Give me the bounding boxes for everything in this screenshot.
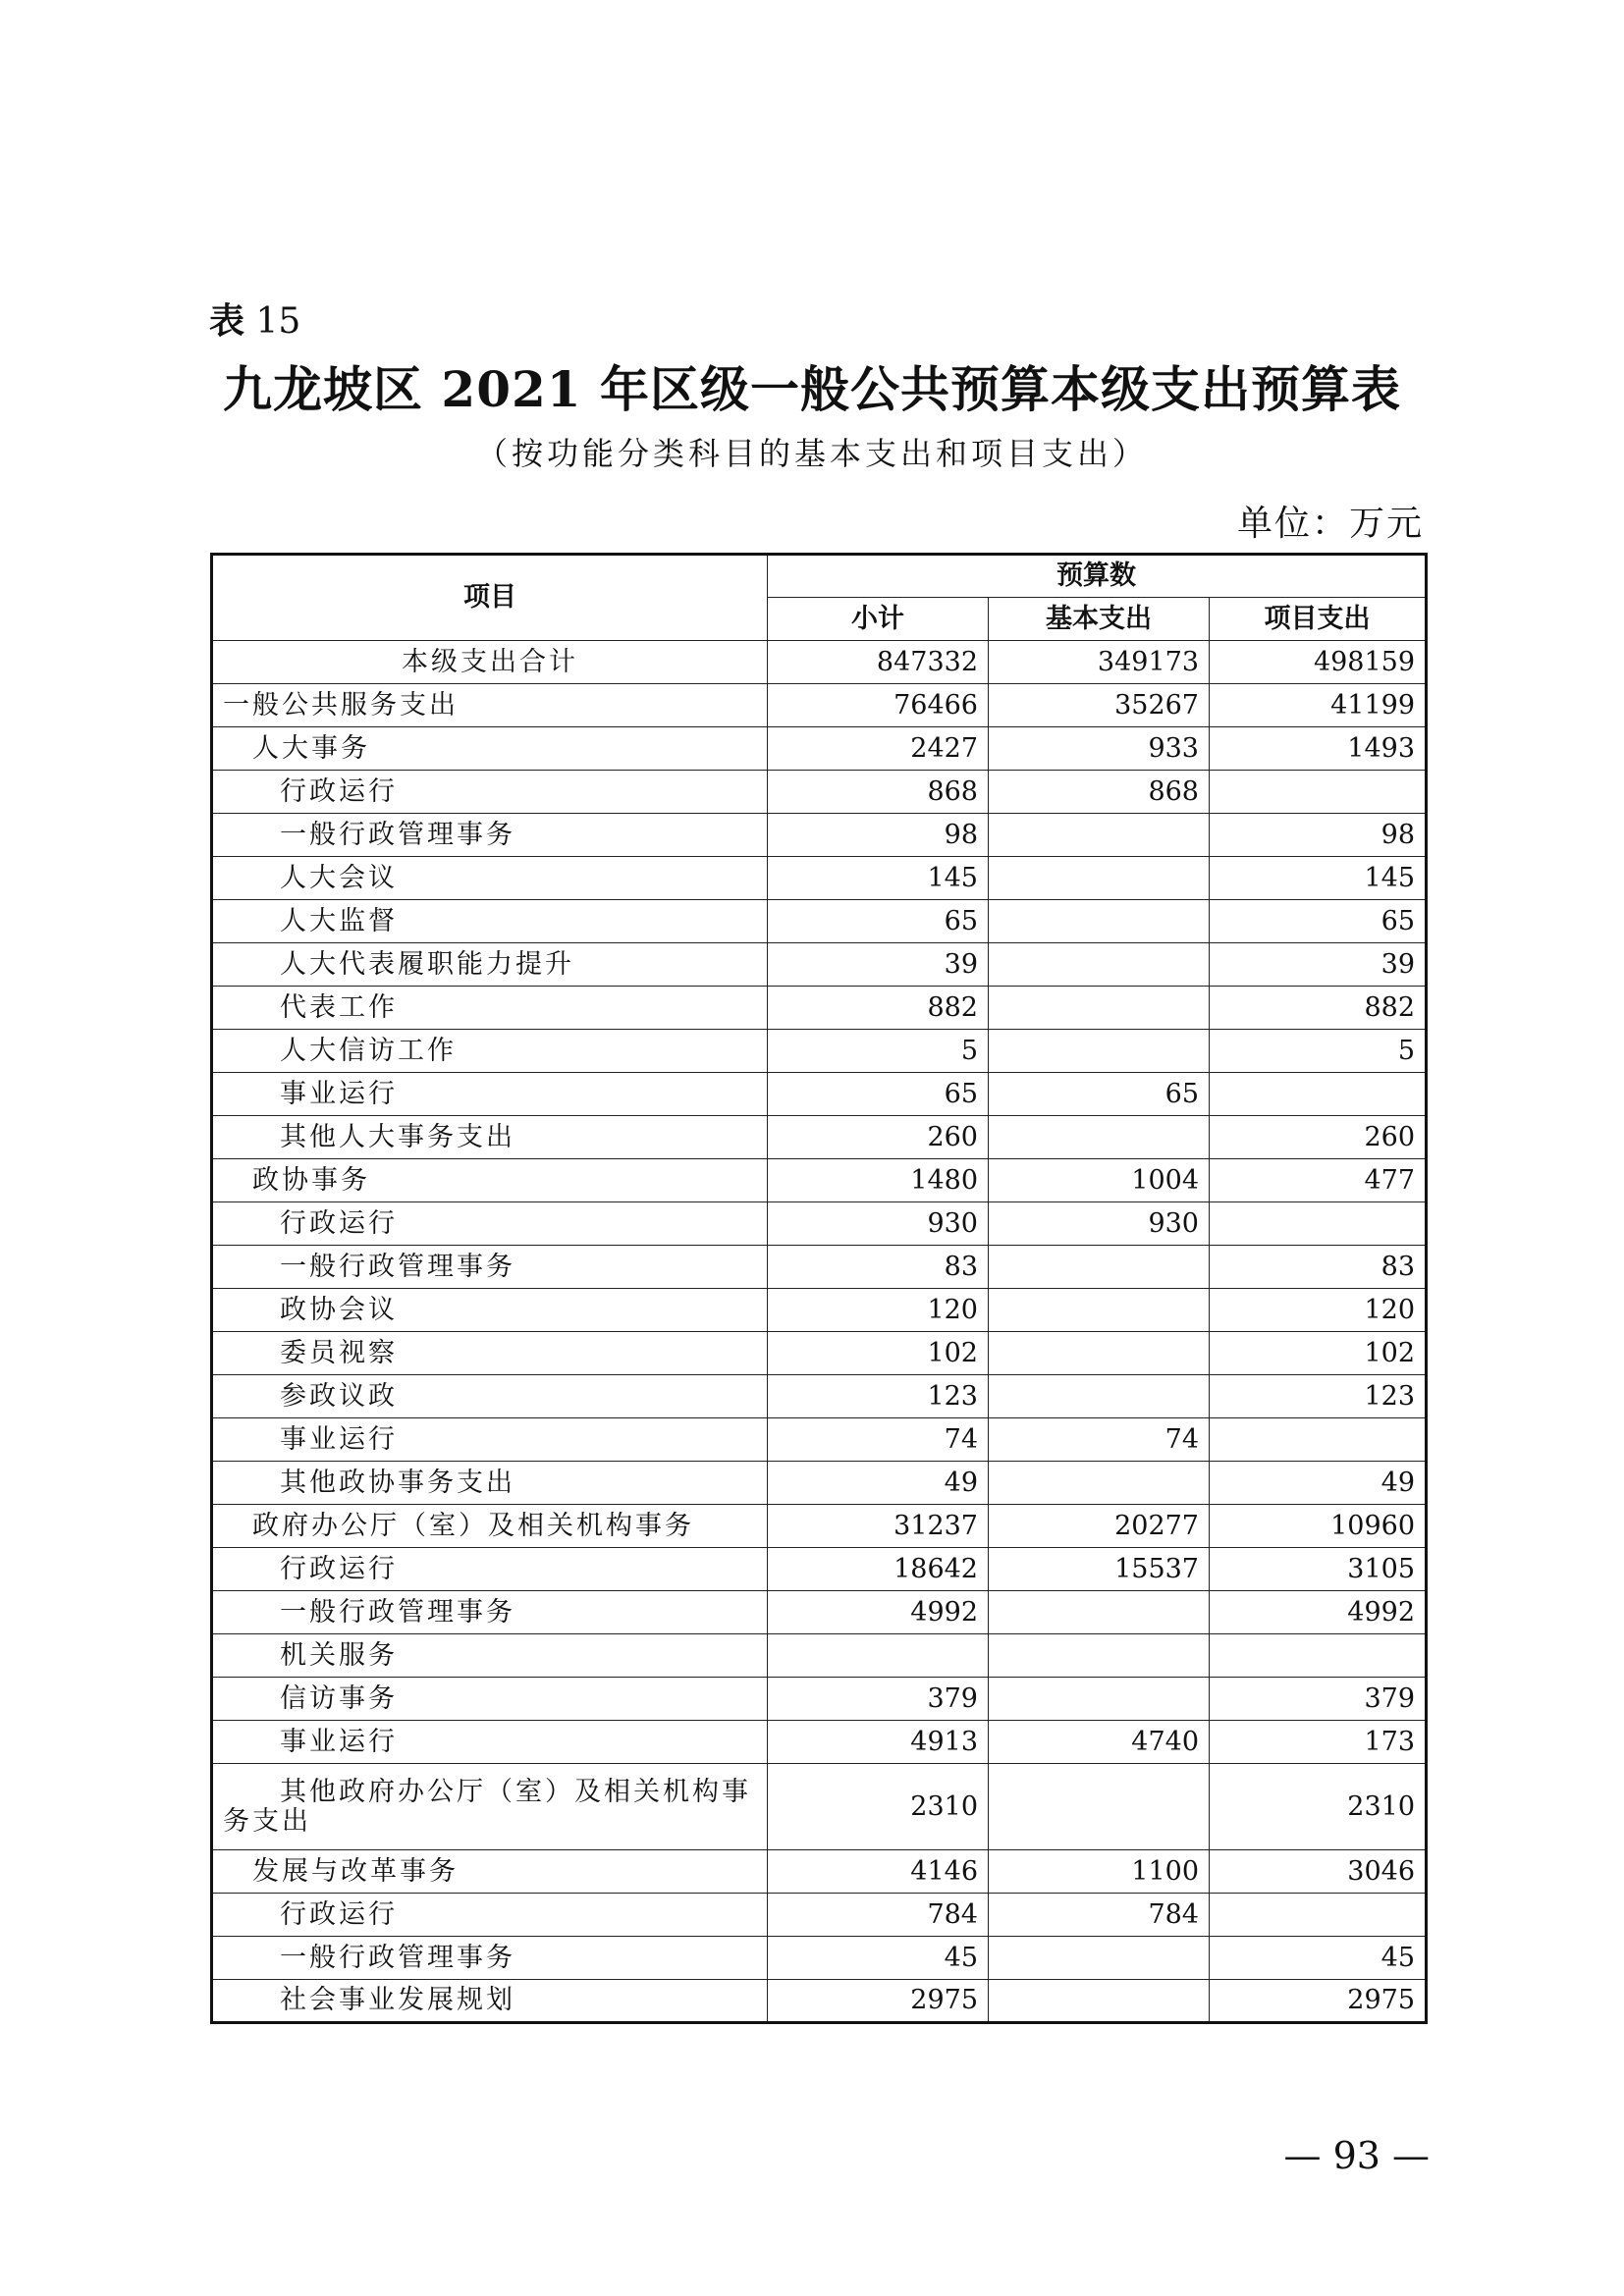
row-item-name: 行政运行 [212, 771, 768, 814]
row-basic-value: 930 [989, 1202, 1210, 1246]
row-subtotal-value: 65 [768, 1073, 989, 1116]
row-basic-value: 74 [989, 1418, 1210, 1462]
row-project-value [1210, 1418, 1427, 1462]
row-project-value: 5 [1210, 1030, 1427, 1073]
table-row [212, 900, 1427, 943]
row-project-value [1210, 1073, 1427, 1116]
row-item-name: 其他政协事务支出 [212, 1462, 768, 1505]
table-row [212, 857, 1427, 900]
row-project-value: 65 [1210, 900, 1427, 943]
row-item-name: 政协会议 [212, 1289, 768, 1332]
header-project: 项目支出 [1210, 598, 1427, 641]
row-subtotal-value: 145 [768, 857, 989, 900]
row-project-value: 49 [1210, 1462, 1427, 1505]
row-subtotal-value: 4913 [768, 1721, 989, 1764]
row-item-name: 人大事务 [212, 727, 768, 771]
unit-label: 单位：万元 [1236, 504, 1424, 544]
table-row [212, 727, 1427, 771]
row-basic-value: 784 [989, 1894, 1210, 1937]
table-row [212, 943, 1427, 987]
header-basic: 基本支出 [989, 598, 1210, 641]
row-subtotal-value: 2310 [768, 1764, 989, 1850]
row-project-value: 39 [1210, 943, 1427, 987]
row-subtotal-value: 98 [768, 814, 989, 857]
row-subtotal-value: 74 [768, 1418, 989, 1462]
row-item-name: 人大会议 [212, 857, 768, 900]
row-subtotal-value [768, 1634, 989, 1678]
row-project-value [1210, 1894, 1427, 1937]
row-item-name: 一般行政管理事务 [212, 1591, 768, 1634]
row-subtotal-value: 4992 [768, 1591, 989, 1634]
table-header [212, 555, 1427, 641]
row-basic-value [989, 1375, 1210, 1418]
row-basic-value [989, 857, 1210, 900]
row-project-value: 3046 [1210, 1850, 1427, 1894]
page-title: 九龙坡区 2021 年区级一般公共预算本级支出预算表 [223, 360, 1401, 418]
row-item-name: 信访事务 [212, 1678, 768, 1721]
table-row [212, 684, 1427, 727]
table-label-word: 表 [209, 301, 245, 342]
row-project-value: 123 [1210, 1375, 1427, 1418]
row-basic-value [989, 1980, 1210, 2023]
row-project-value: 379 [1210, 1678, 1427, 1721]
row-subtotal-value: 120 [768, 1289, 989, 1332]
table-label [209, 300, 300, 344]
table-row [212, 1678, 1427, 1721]
row-item-name: 人大代表履职能力提升 [212, 943, 768, 987]
row-project-value: 260 [1210, 1116, 1427, 1159]
row-project-value: 2310 [1210, 1764, 1427, 1850]
row-item-name: 一般行政管理事务 [212, 814, 768, 857]
row-project-value: 145 [1210, 857, 1427, 900]
page-number: — 93 — [1283, 2134, 1430, 2177]
page-subtitle: （按功能分类科目的基本支出和项目支出） [475, 435, 1148, 472]
table-row [212, 1634, 1427, 1678]
row-basic-value: 15537 [989, 1548, 1210, 1591]
table-row [212, 771, 1427, 814]
row-item-name: 事业运行 [212, 1073, 768, 1116]
row-subtotal-value: 123 [768, 1375, 989, 1418]
row-basic-value [989, 1634, 1210, 1678]
row-basic-value: 4740 [989, 1721, 1210, 1764]
row-subtotal-value: 49 [768, 1462, 989, 1505]
row-project-value [1210, 1634, 1427, 1678]
row-item-name: 一般行政管理事务 [212, 1246, 768, 1289]
row-subtotal-value: 930 [768, 1202, 989, 1246]
row-item-name: 事业运行 [212, 1418, 768, 1462]
row-project-value: 498159 [1210, 641, 1427, 684]
table-row [212, 1462, 1427, 1505]
table-row [212, 1418, 1427, 1462]
budget-table [210, 553, 1428, 2024]
table-row [212, 641, 1427, 684]
table-row [212, 1591, 1427, 1634]
row-subtotal-value: 102 [768, 1332, 989, 1375]
row-item-name: 行政运行 [212, 1894, 768, 1937]
row-project-value: 173 [1210, 1721, 1427, 1764]
row-basic-value [989, 1246, 1210, 1289]
row-project-value: 882 [1210, 987, 1427, 1030]
table-row [212, 987, 1427, 1030]
row-basic-value: 349173 [989, 641, 1210, 684]
row-basic-value [989, 1764, 1210, 1850]
row-project-value: 98 [1210, 814, 1427, 857]
table-row [212, 1505, 1427, 1548]
table-row [212, 1030, 1427, 1073]
row-subtotal-value: 784 [768, 1894, 989, 1937]
table-row [212, 1073, 1427, 1116]
table-row [212, 1332, 1427, 1375]
table-row [212, 1980, 1427, 2023]
row-subtotal-value: 868 [768, 771, 989, 814]
row-project-value: 120 [1210, 1289, 1427, 1332]
table-row [212, 1246, 1427, 1289]
row-basic-value [989, 1116, 1210, 1159]
row-item-name: 行政运行 [212, 1548, 768, 1591]
row-basic-value [989, 900, 1210, 943]
row-item-name: 事业运行 [212, 1721, 768, 1764]
table-row [212, 1850, 1427, 1894]
row-item-name: 人大监督 [212, 900, 768, 943]
row-subtotal-value: 76466 [768, 684, 989, 727]
row-item-name: 本级支出合计 [212, 641, 768, 684]
row-basic-value: 1004 [989, 1159, 1210, 1202]
row-subtotal-value: 379 [768, 1678, 989, 1721]
row-project-value: 41199 [1210, 684, 1427, 727]
row-subtotal-value: 45 [768, 1937, 989, 1980]
table-body [212, 641, 1427, 2023]
row-project-value: 477 [1210, 1159, 1427, 1202]
table-row [212, 814, 1427, 857]
row-project-value: 83 [1210, 1246, 1427, 1289]
table-row [212, 1202, 1427, 1246]
row-item-name: 社会事业发展规划 [212, 1980, 768, 2023]
row-basic-value: 1100 [989, 1850, 1210, 1894]
row-subtotal-value: 1480 [768, 1159, 989, 1202]
row-basic-value: 35267 [989, 684, 1210, 727]
row-subtotal-value: 5 [768, 1030, 989, 1073]
row-item-name: 政协事务 [212, 1159, 768, 1202]
row-basic-value: 65 [989, 1073, 1210, 1116]
row-basic-value [989, 943, 1210, 987]
row-subtotal-value: 65 [768, 900, 989, 943]
row-project-value: 2975 [1210, 1980, 1427, 2023]
header-subtotal: 小计 [768, 598, 989, 641]
table-row [212, 1548, 1427, 1591]
row-item-name: 人大信访工作 [212, 1030, 768, 1073]
row-subtotal-value: 31237 [768, 1505, 989, 1548]
row-basic-value: 933 [989, 727, 1210, 771]
row-subtotal-value: 847332 [768, 641, 989, 684]
row-basic-value [989, 1030, 1210, 1073]
row-basic-value: 20277 [989, 1505, 1210, 1548]
row-basic-value [989, 987, 1210, 1030]
row-item-name: 参政议政 [212, 1375, 768, 1418]
row-subtotal-value: 18642 [768, 1548, 989, 1591]
row-subtotal-value: 2427 [768, 727, 989, 771]
row-subtotal-value: 2975 [768, 1980, 989, 2023]
table-label-number: 15 [244, 301, 301, 342]
row-project-value: 102 [1210, 1332, 1427, 1375]
row-project-value: 3105 [1210, 1548, 1427, 1591]
table-row [212, 1937, 1427, 1980]
row-item-name: 代表工作 [212, 987, 768, 1030]
row-project-value: 4992 [1210, 1591, 1427, 1634]
table-row [212, 1721, 1427, 1764]
row-subtotal-value: 39 [768, 943, 989, 987]
row-basic-value: 868 [989, 771, 1210, 814]
table-row [212, 1289, 1427, 1332]
row-basic-value [989, 1678, 1210, 1721]
row-item-name: 机关服务 [212, 1634, 768, 1678]
header-budget: 预算数 [768, 555, 1427, 598]
row-item-name: 发展与改革事务 [212, 1850, 768, 1894]
row-project-value: 45 [1210, 1937, 1427, 1980]
table-row [212, 1764, 1427, 1850]
row-project-value [1210, 771, 1427, 814]
header-item: 项目 [212, 555, 768, 641]
row-subtotal-value: 260 [768, 1116, 989, 1159]
row-item-name: 其他政府办公厅（室）及相关机构事务支出 [212, 1764, 768, 1850]
row-item-name: 其他人大事务支出 [212, 1116, 768, 1159]
row-subtotal-value: 882 [768, 987, 989, 1030]
table-row [212, 1375, 1427, 1418]
table-row [212, 1894, 1427, 1937]
row-project-value [1210, 1202, 1427, 1246]
row-basic-value [989, 1937, 1210, 1980]
row-basic-value [989, 1591, 1210, 1634]
row-basic-value [989, 814, 1210, 857]
row-subtotal-value: 83 [768, 1246, 989, 1289]
row-item-name: 一般行政管理事务 [212, 1937, 768, 1980]
row-item-name: 行政运行 [212, 1202, 768, 1246]
row-basic-value [989, 1289, 1210, 1332]
table-row [212, 1159, 1427, 1202]
row-subtotal-value: 4146 [768, 1850, 989, 1894]
row-item-name: 委员视察 [212, 1332, 768, 1375]
row-project-value: 10960 [1210, 1505, 1427, 1548]
row-item-name: 一般公共服务支出 [212, 684, 768, 727]
row-basic-value [989, 1332, 1210, 1375]
row-item-name: 政府办公厅（室）及相关机构事务 [212, 1505, 768, 1548]
table-row [212, 1116, 1427, 1159]
row-basic-value [989, 1462, 1210, 1505]
row-project-value: 1493 [1210, 727, 1427, 771]
